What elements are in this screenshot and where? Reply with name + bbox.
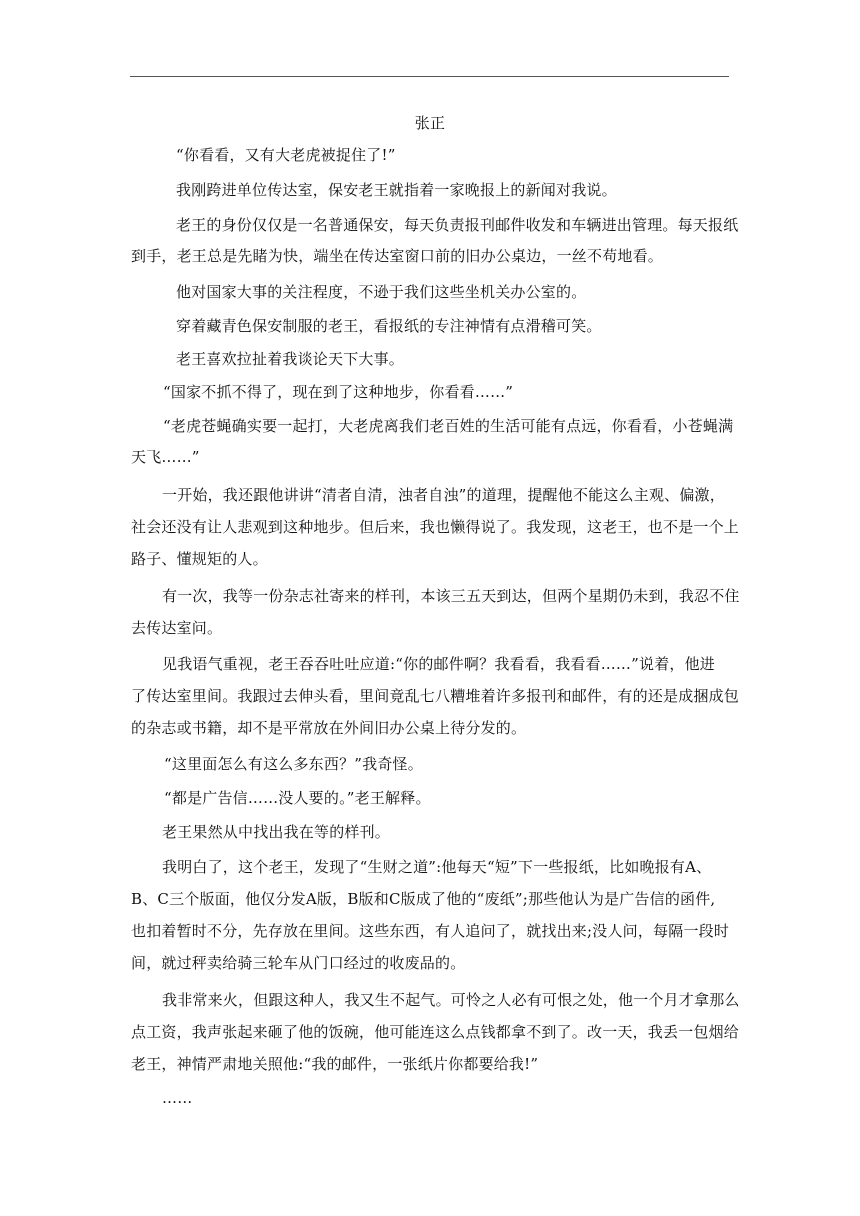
ellipsis-line: …… bbox=[162, 1089, 193, 1107]
paragraph-line: 的杂志或书籍，却不是平常放在外间旧办公桌上待分发的。 bbox=[131, 719, 527, 737]
paragraph-line: 老王果然从中找出我在等的样刊。 bbox=[162, 823, 391, 841]
article-author: 张正 bbox=[414, 114, 446, 132]
paragraph-line: 我刚跨进单位传达室，保安老王就指着一家晚报上的新闻对我说。 bbox=[176, 181, 617, 199]
paragraph-line: 我明白了，这个老王，发现了“生财之道”:他每天“短”下一些报纸，比如晚报有A、 bbox=[162, 858, 712, 876]
paragraph-line: 间，就过秤卖给骑三轮车从门口经过的收废品的。 bbox=[131, 954, 466, 972]
paragraph-line: 了传达室里间。我跟过去伸头看，里间竟乱七八糟堆着许多报刊和邮件，有的还是成捆成包 bbox=[131, 687, 740, 705]
paragraph-line: 我非常来火，但跟这种人，我又生不起气。可怜之人必有可恨之处，他一个月才拿那么 bbox=[162, 991, 740, 1009]
paragraph-line: 穿着藏青色保安制服的老王，看报纸的专注神情有点滑稽可笑。 bbox=[176, 317, 602, 335]
paragraph-line: 他对国家大事的关注程度，不逊于我们这些坐机关办公室的。 bbox=[176, 283, 587, 301]
paragraph-line: “这里面怎么有这么多东西？”我奇怪。 bbox=[164, 755, 423, 773]
paragraph-line: 天飞……” bbox=[131, 448, 200, 466]
header-rule bbox=[130, 76, 729, 77]
paragraph-line: 老王，神情严肃地关照他:“我的邮件，一张纸片你都要给我!” bbox=[131, 1055, 539, 1073]
paragraph-line: “你看看，又有大老虎被捉住了!” bbox=[176, 146, 396, 164]
paragraph-line: 点工资，我声张起来砸了他的饭碗，他可能连这么点钱都拿不到了。改一天，我丢一包烟给 bbox=[131, 1023, 740, 1041]
paragraph-line: 老王的身份仅仅是一名普通保安，每天负责报刊邮件收发和车辆进出管理。每天报纸 bbox=[176, 216, 739, 234]
paragraph-line: 到手，老王总是先睹为快，端坐在传达室窗口前的旧办公桌边，一丝不苟地看。 bbox=[131, 247, 664, 265]
paragraph-line: “国家不抓不得了，现在到了这种地步，你看看……” bbox=[163, 383, 514, 401]
paragraph-line: 去传达室问。 bbox=[131, 619, 223, 637]
paragraph-line: 也扣着暂时不分，先存放在里间。这些东西，有人追问了，就找出来;没人问，每隔一段时 bbox=[131, 922, 730, 940]
paragraph-line: “都是广告信……没人要的。”老王解释。 bbox=[164, 789, 431, 807]
paragraph-line: 社会还没有让人悲观到这种地步。但后来，我也懒得说了。我发现，这老王，也不是一个上 bbox=[131, 518, 740, 536]
paragraph-line: 有一次，我等一份杂志社寄来的样刊，本该三五天到达，但两个星期仍未到，我忍不住 bbox=[162, 587, 740, 605]
paragraph-line: 见我语气重视，老王吞吞吐吐应道:“你的邮件啊？我看看，我看看……”说着，他进 bbox=[162, 655, 715, 673]
paragraph-line: 一开始，我还跟他讲讲“清者自清，浊者自浊”的道理，提醒他不能这么主观、偏激， bbox=[162, 486, 725, 504]
paragraph-line: 路子、懂规矩的人。 bbox=[131, 550, 268, 568]
paragraph-line: 老王喜欢拉扯着我谈论天下大事。 bbox=[176, 350, 405, 368]
paragraph-line: B、C三个版面，他仅分发A版，B版和C版成了他的“废纸”;那些他认为是广告信的函件, bbox=[131, 890, 716, 908]
paragraph-line: “老虎苍蝇确实要一起打，大老虎离我们老百姓的生活可能有点远，你看看，小苍蝇满 bbox=[163, 417, 734, 435]
